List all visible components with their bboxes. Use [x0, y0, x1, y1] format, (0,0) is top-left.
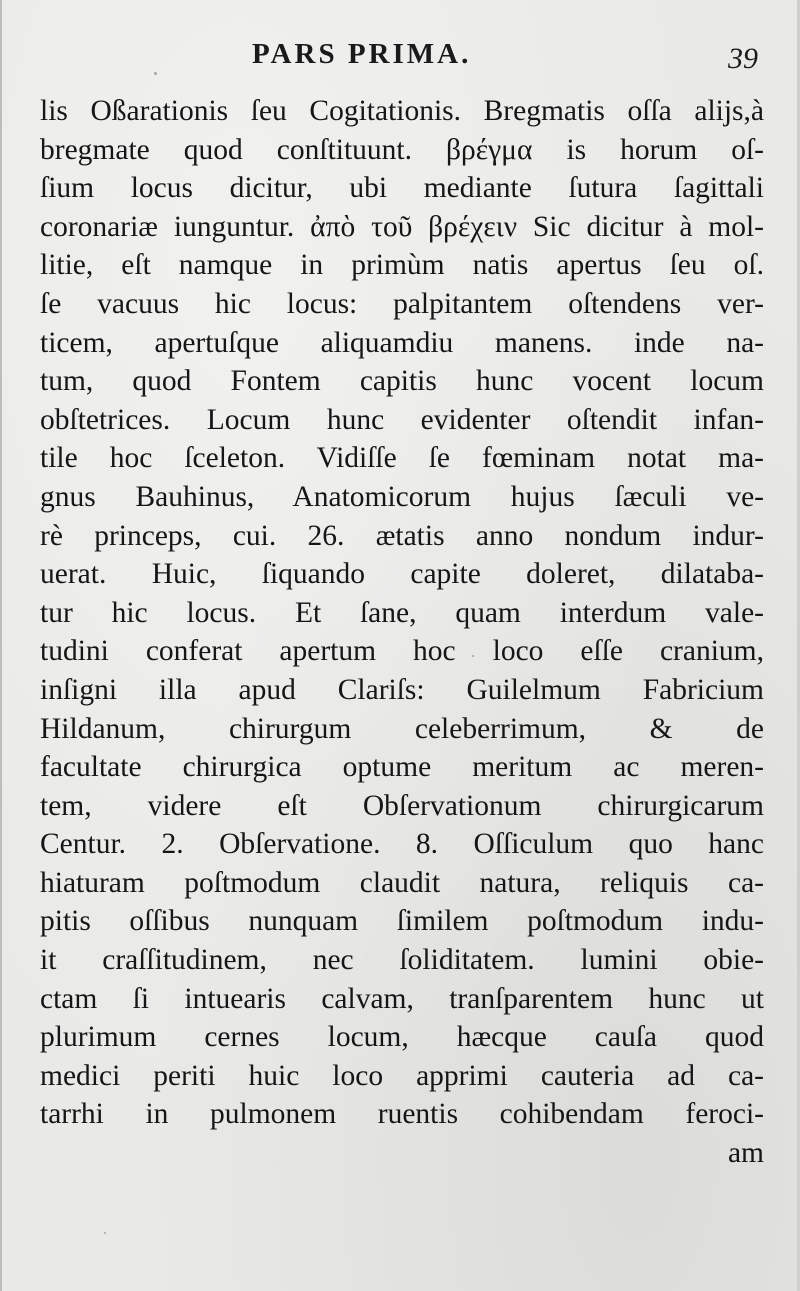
text-line: bregmate quod conſtituunt. βρέγμα is horum oſ- [40, 133, 764, 166]
running-head-title: PARS PRIMA. [252, 38, 472, 70]
text-line: lis Oßarationis ſeu Cogitationis. Bregmatis oſſa alijs,à [40, 95, 764, 127]
text-line: tem, videre eſt Obſervationum chirurgicarum [40, 789, 764, 822]
text-line: tum, quod Fontem capitis hunc vocent locum [40, 365, 764, 398]
running-head [2, 38, 800, 86]
text-line: Centur. 2. Obſervatione. 8. Oſſiculum quo hanc [40, 828, 764, 861]
text-line: ticem, apertuſque aliquamdiu manens. inde na- [40, 326, 764, 359]
text-line: gnus Bauhinus, Anatomicorum hujus ſæculi ve- [40, 480, 764, 513]
body-text [40, 92, 764, 1173]
ink-speck [472, 655, 474, 657]
text-line: Hildanum, chirurgum celeberrimum, & de [40, 712, 764, 745]
text-line: pitis oſſibus nunquam ſimilem poſtmodum indu- [40, 905, 764, 938]
text-line: ctam ſi intuearis calvam, tranſparentem hunc ut [40, 982, 764, 1015]
text-line: it craſſitudinem, nec ſoliditatem. lumini obie- [40, 944, 764, 977]
text-line: tudini conferat apertum hoc loco eſſe cranium, [40, 635, 764, 668]
ink-speck [104, 1232, 106, 1234]
text-line: medici periti huic loco apprimi cauteria ad ca- [40, 1059, 764, 1092]
text-line: hiaturam poſtmodum claudit natura, reliquis ca- [40, 866, 764, 899]
text-line: coronariæ iunguntur. ἀπὸ τοῦ βρέχειν Sic dicitur à mol- [40, 210, 764, 243]
text-line: rè princeps, cui. 26. ætatis anno nondum indur- [40, 519, 764, 552]
text-line: facultate chirurgica optume meritum ac meren- [40, 751, 764, 784]
text-line: plurimum cernes locum, hæcque cauſa quod [40, 1021, 764, 1054]
text-line: ſium locus dicitur, ubi mediante ſutura ſagittali [40, 172, 764, 205]
page-number: 39 [728, 42, 758, 75]
text-line: tur hic locus. Et ſane, quam interdum vale- [40, 596, 764, 629]
text-line: tile hoc ſceleton. Vidiſſe ſe fœminam notat ma- [40, 442, 764, 475]
text-line: uerat. Huic, ſiquando capite doleret, dilataba- [40, 558, 764, 591]
text-line: inſigni illa apud Clariſs: Guilelmum Fabricium [40, 673, 764, 706]
text-line: obſtetrices. Locum hunc evidenter oſtendit infan- [40, 403, 764, 436]
text-line: tarrhi in pulmonem ruentis cohibendam feroci- [40, 1098, 764, 1131]
catchword: am [727, 1137, 764, 1170]
text-line: litie, eſt namque in primùm natis apertus ſeu oſ. [40, 249, 764, 282]
ink-speck [154, 72, 157, 75]
text-line: ſe vacuus hic locus: palpitantem oſtendens ver- [40, 287, 764, 320]
